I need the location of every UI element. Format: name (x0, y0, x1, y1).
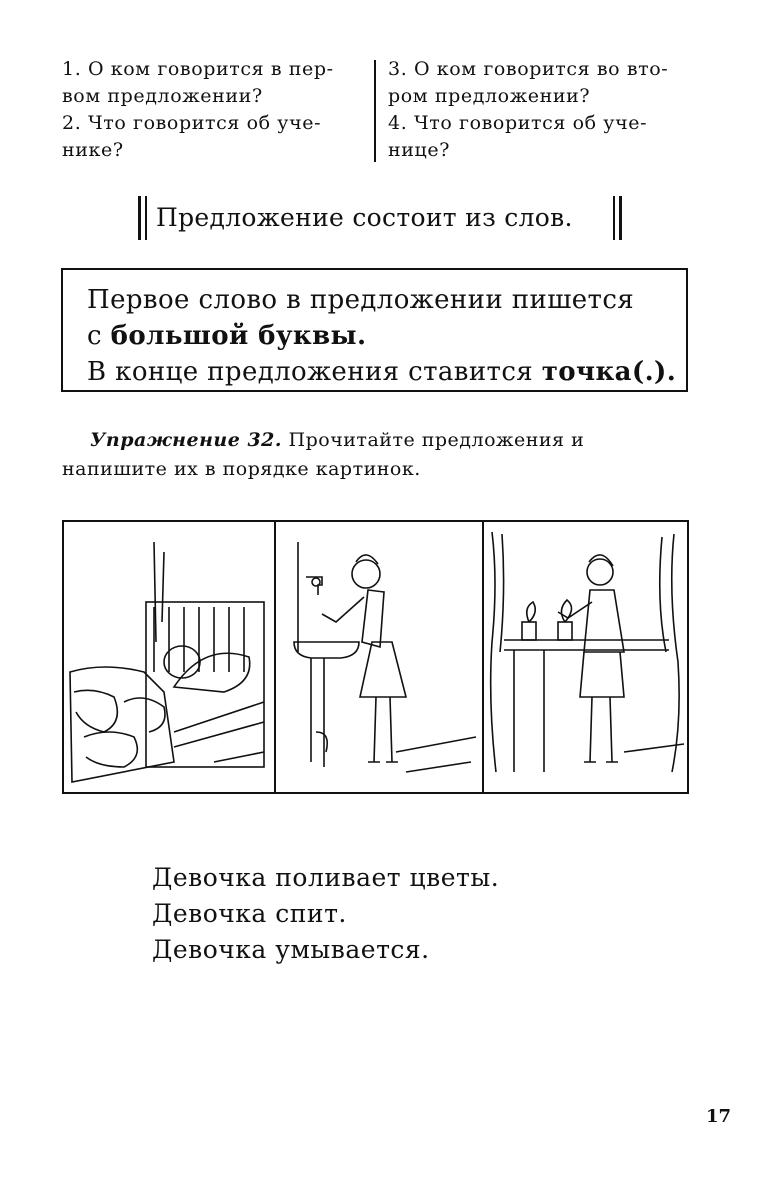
questions-left-column (62, 56, 367, 164)
rule-box-line3-bold: точка(.). (541, 357, 677, 387)
question-line: 3. О ком говорится во вто- (388, 58, 669, 80)
girl-watering-illustration (484, 522, 689, 792)
sentences-list (152, 860, 499, 968)
exercise-title: Упражнение 32. (90, 429, 282, 451)
sentence-line: Девочка спит. (152, 899, 347, 928)
picture-girl-sleeping (64, 522, 272, 792)
picture-girl-watering-flowers (482, 522, 689, 792)
rule-bar-left-inner (145, 196, 147, 240)
exercise-text: Прочитайте предложения и напишите их в порядке картинок. (62, 429, 585, 480)
rule-box-line1: Первое слово в предложении пишется (87, 285, 635, 315)
question-line: 4. Что говорится об уче- (388, 112, 648, 134)
rule-statement (138, 196, 622, 240)
question-line: нике? (62, 139, 124, 161)
sentence-line: Девочка поливает цветы. (152, 863, 500, 892)
rule-bar-left (138, 196, 141, 240)
question-line: нице? (388, 139, 450, 161)
rule-box-line2 (63, 318, 686, 354)
questions-right-column (388, 56, 693, 164)
sentence-line: Девочка умывается. (152, 935, 430, 964)
picture-strip (62, 520, 689, 794)
girl-washing-illustration (276, 522, 482, 792)
questions-block (62, 56, 692, 164)
question-line: ром предложении? (388, 85, 591, 107)
rule-box-line2-bold: большой буквы (110, 321, 358, 351)
rule-bar-right (619, 196, 622, 240)
rule-box-line2-pre: с (87, 321, 111, 351)
rule-box-line3-pre: В конце предложения ставится (87, 357, 542, 387)
girl-sleeping-illustration (64, 522, 272, 792)
page-number: 17 (706, 1106, 732, 1127)
question-line: 1. О ком говорится в пер- (62, 58, 334, 80)
question-line: вом предложении? (62, 85, 263, 107)
rule-bar-right-inner (613, 196, 615, 240)
question-line: 2. Что говорится об уче- (62, 112, 322, 134)
rule-text: Предложение состоит из слов. (156, 203, 573, 232)
rule-box (61, 268, 688, 392)
exercise-instruction (62, 426, 692, 484)
picture-girl-washing (274, 522, 482, 792)
rule-box-line3 (63, 354, 686, 390)
column-divider (374, 60, 376, 162)
rule-box-line2-post: . (357, 321, 367, 351)
